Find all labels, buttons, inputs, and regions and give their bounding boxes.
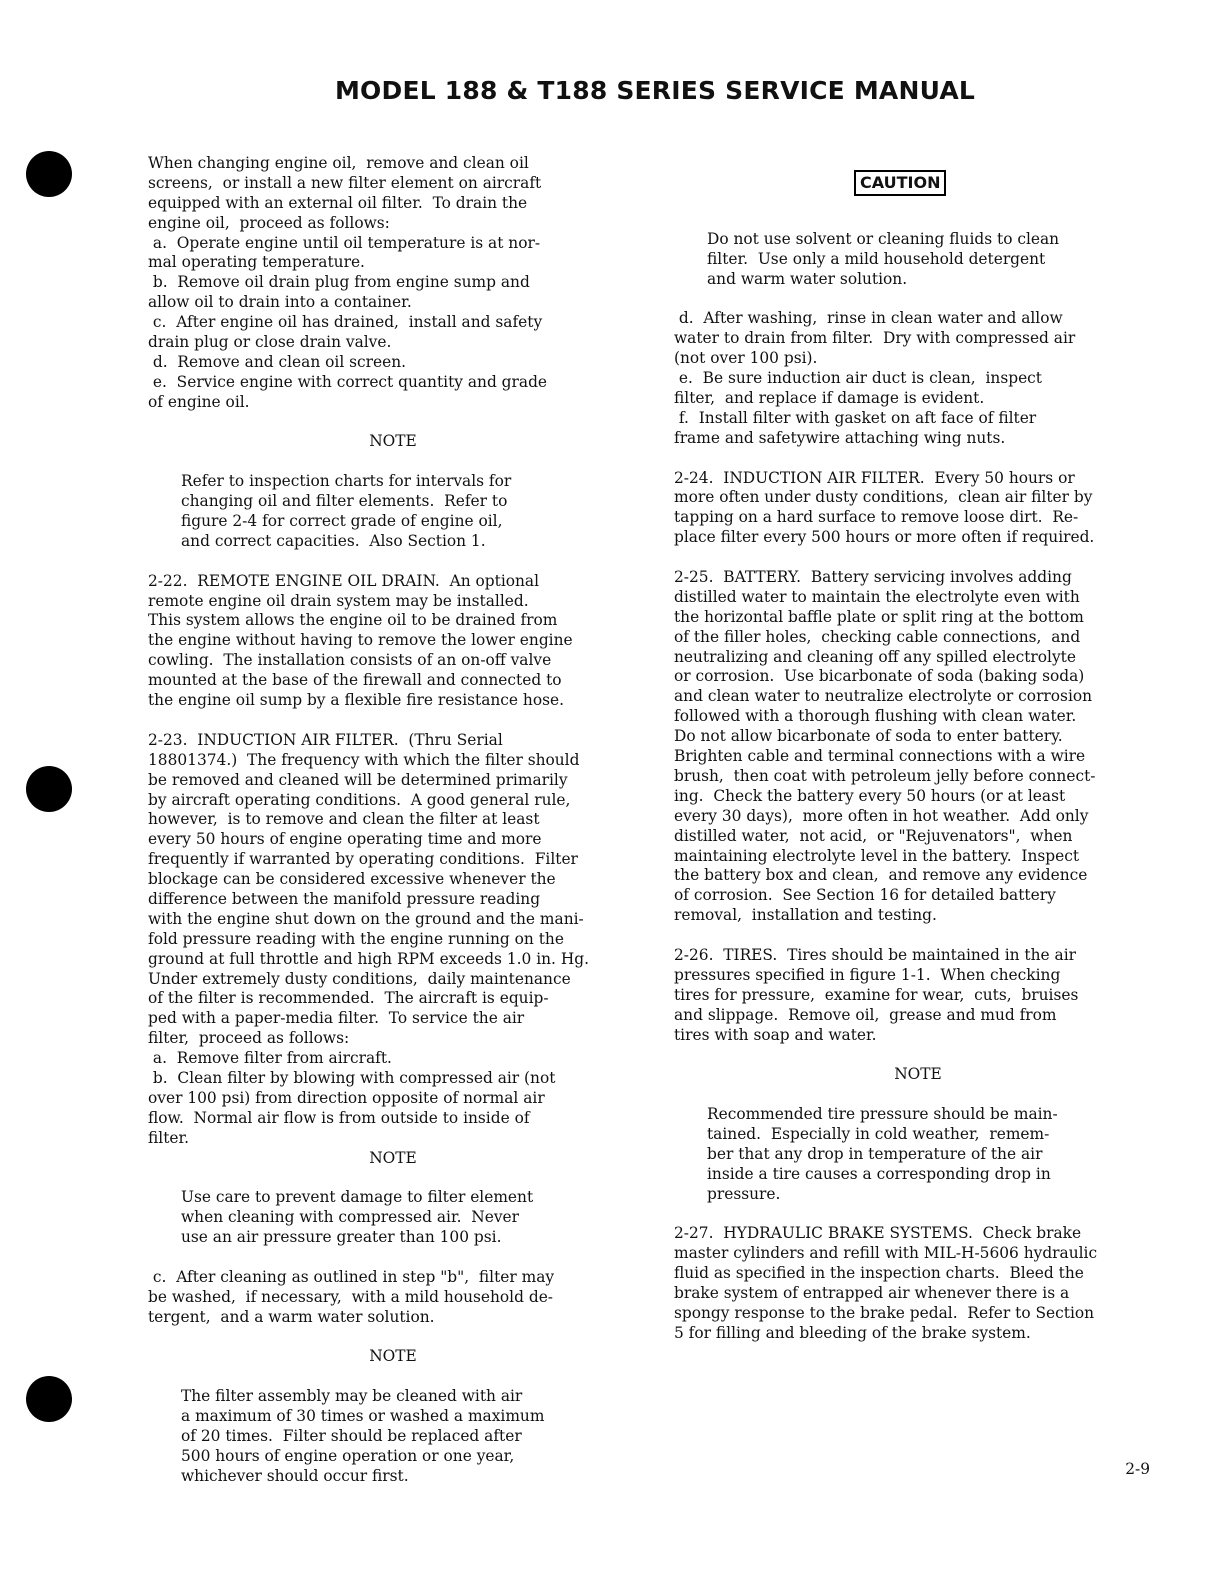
text-line: d. Remove and clean oil screen. xyxy=(148,352,407,371)
text-line: pressure. xyxy=(707,1184,781,1203)
section-2-27-hydraulic-brakes xyxy=(674,1224,1162,1343)
text-line: of 20 times. Filter should be replaced after xyxy=(181,1427,522,1445)
text-line: every 30 days), more often in hot weather. Add only xyxy=(674,806,1089,825)
text-line: fold pressure reading with the engine running on the xyxy=(148,929,564,948)
binder-hole-top xyxy=(26,151,72,197)
note-tire-pressure xyxy=(674,1105,1162,1204)
text-line: pressures specified in figure 1-1. When checking xyxy=(674,965,1061,984)
note-compressed-air xyxy=(148,1188,638,1248)
page-title: MODEL 188 & T188 SERIES SERVICE MANUAL xyxy=(334,76,976,105)
text-line: be removed and cleaned will be determined primarily xyxy=(148,770,568,789)
text-line: 2-25. BATTERY. Battery servicing involves adding xyxy=(674,568,1072,587)
binder-hole-bottom xyxy=(26,1376,72,1422)
text-line: flow. Normal air flow is from outside to inside of xyxy=(148,1108,530,1127)
text-line: c. After engine oil has drained, install and safety xyxy=(148,313,543,332)
section-2-22-remote-oil-drain xyxy=(148,572,638,711)
text-line: Refer to inspection charts for intervals for xyxy=(181,472,512,491)
text-line: brush, then coat with petroleum jelly before connect- xyxy=(674,766,1096,785)
text-line: however, is to remove and clean the filter at least xyxy=(148,810,540,829)
text-line: frequently if warranted by operating conditions. Filter xyxy=(148,850,578,869)
text-line: tapping on a hard surface to remove loose dirt. Re- xyxy=(674,508,1079,527)
text-line: Do not use solvent or cleaning fluids to clean xyxy=(707,229,1060,248)
text-line: f. Install filter with gasket on aft face of filter xyxy=(674,408,1037,427)
text-line: the engine oil sump by a flexible fire resistance hose. xyxy=(148,691,564,710)
text-line: filter, and replace if damage is evident. xyxy=(674,389,985,408)
text-line: and correct capacities. Also Section 1. xyxy=(181,531,486,550)
note-heading: NOTE xyxy=(369,432,417,451)
text-line: inside a tire causes a corresponding drop in xyxy=(707,1164,1051,1183)
text-line: when cleaning with compressed air. Never xyxy=(181,1208,520,1227)
text-line: of engine oil. xyxy=(148,392,250,411)
text-line: use an air pressure greater than 100 psi. xyxy=(181,1228,502,1247)
text-line: cowling. The installation consists of an on-off valve xyxy=(148,651,552,670)
text-line: difference between the manifold pressure reading xyxy=(148,889,541,908)
text-line: screens, or install a new filter element on aircraft xyxy=(148,173,542,192)
text-line: distilled water to maintain the electrolyte even with xyxy=(674,587,1080,606)
filter-steps-d-f xyxy=(674,309,1162,448)
text-line: changing oil and filter elements. Refer to xyxy=(181,492,508,511)
section-2-25-battery xyxy=(674,568,1162,926)
binder-hole-middle xyxy=(26,766,72,812)
text-line: over 100 psi) from direction opposite of normal air xyxy=(148,1088,545,1107)
text-line: tained. Especially in cold weather, remem- xyxy=(707,1124,1050,1143)
note-heading: NOTE xyxy=(369,1347,417,1366)
text-line: 2-27. HYDRAULIC BRAKE SYSTEMS. Check brake xyxy=(674,1224,1082,1243)
text-line: ber that any drop in temperature of the air xyxy=(707,1144,1043,1163)
text-line: Recommended tire pressure should be main- xyxy=(707,1105,1058,1124)
text-line: drain plug or close drain valve. xyxy=(148,333,392,352)
text-line: 2-22. REMOTE ENGINE OIL DRAIN. An optional xyxy=(148,571,540,590)
text-line: mal operating temperature. xyxy=(148,253,365,272)
text-line: and warm water solution. xyxy=(707,269,908,288)
text-line: 2-24. INDUCTION AIR FILTER. Every 50 hours or xyxy=(674,468,1075,487)
text-line: filter. xyxy=(148,1128,190,1147)
text-line: d. After washing, rinse in clean water and allow xyxy=(674,309,1063,328)
text-line: a. Remove filter from aircraft. xyxy=(148,1049,392,1068)
text-line: by aircraft operating conditions. A good general rule, xyxy=(148,790,571,809)
section-2-23-induction-air-filter xyxy=(148,731,638,1149)
left-column xyxy=(148,154,638,1487)
text-line: filter. Use only a mild household detergent xyxy=(707,249,1046,268)
note-oil-intervals xyxy=(148,472,638,552)
section-2-24-induction-air-filter xyxy=(674,469,1162,549)
text-line: the engine without having to remove the lower engine xyxy=(148,631,573,650)
text-line: blockage can be considered excessive whenever the xyxy=(148,870,556,889)
text-line: removal, installation and testing. xyxy=(674,906,937,925)
text-line: allow oil to drain into a container. xyxy=(148,293,412,312)
text-line: (not over 100 psi). xyxy=(674,349,818,368)
text-line: place filter every 500 hours or more often if required. xyxy=(674,528,1095,547)
text-line: the horizontal baffle plate or split ring at the bottom xyxy=(674,607,1084,626)
text-line: of the filler holes, checking cable connections, and xyxy=(674,627,1081,646)
caution-label: CAUTION xyxy=(854,170,946,196)
text-line: frame and safetywire attaching wing nuts. xyxy=(674,428,1006,447)
text-line: whichever should occur first. xyxy=(181,1466,409,1485)
text-line: every 50 hours of engine operating time and more xyxy=(148,830,542,849)
right-column xyxy=(674,170,1162,1344)
text-line: The filter assembly may be cleaned with air xyxy=(181,1387,523,1406)
text-line: tires for pressure, examine for wear, cuts, bruises xyxy=(674,985,1079,1004)
text-line: brake system of entrapped air whenever there is a xyxy=(674,1284,1070,1303)
text-line: more often under dusty conditions, clean air filter by xyxy=(674,488,1093,507)
text-line: a maximum of 30 times or washed a maximum xyxy=(181,1407,545,1426)
text-line: with the engine shut down on the ground and the mani- xyxy=(148,909,584,928)
section-2-26-tires xyxy=(674,946,1162,1045)
caution-text xyxy=(674,230,1162,290)
step-c-washing xyxy=(148,1268,638,1328)
text-line: spongy response to the brake pedal. Refer to Section xyxy=(674,1303,1095,1322)
text-line: be washed, if necessary, with a mild household de- xyxy=(148,1287,554,1306)
text-line: the battery box and clean, and remove any evidence xyxy=(674,866,1088,885)
text-line: fluid as specified in the inspection charts. Bleed the xyxy=(674,1264,1084,1283)
text-line: and clean water to neutralize electrolyte or corrosion xyxy=(674,687,1093,706)
text-line: water to drain from filter. Dry with compressed air xyxy=(674,329,1076,348)
text-line: remote engine oil drain system may be installed. xyxy=(148,591,529,610)
text-line: ped with a paper-media filter. To service the air xyxy=(148,1009,525,1028)
text-line: ground at full throttle and high RPM exceeds 1.0 in. Hg. xyxy=(148,949,589,968)
text-line: engine oil, proceed as follows: xyxy=(148,213,390,232)
oil-change-procedure xyxy=(148,154,638,413)
text-line: 5 for filling and bleeding of the brake system. xyxy=(674,1323,1031,1342)
text-line: maintaining electrolyte level in the battery. Inspect xyxy=(674,846,1080,865)
text-line: When changing engine oil, remove and clean oil xyxy=(148,154,529,172)
text-line: neutralizing and cleaning off any spilled electrolyte xyxy=(674,647,1076,666)
page-number: 2-9 xyxy=(1125,1460,1150,1478)
text-line: Under extremely dusty conditions, daily maintenance xyxy=(148,969,571,988)
text-line: and slippage. Remove oil, grease and mud from xyxy=(674,1005,1057,1024)
text-line: Brighten cable and terminal connections with a wire xyxy=(674,747,1086,766)
text-line: Use care to prevent damage to filter element xyxy=(181,1188,534,1207)
text-line: distilled water, not acid, or "Rejuvenators", when xyxy=(674,826,1073,845)
text-line: or corrosion. Use bicarbonate of soda (baking soda) xyxy=(674,667,1085,686)
text-line: 18801374.) The frequency with which the filter should xyxy=(148,750,580,769)
text-line: 2-23. INDUCTION AIR FILTER. (Thru Serial xyxy=(148,730,503,749)
text-line: e. Be sure induction air duct is clean, inspect xyxy=(674,369,1042,388)
text-line: a. Operate engine until oil temperature is at nor- xyxy=(148,233,541,252)
text-line: figure 2-4 for correct grade of engine oil, xyxy=(181,512,503,531)
note-heading: NOTE xyxy=(369,1148,417,1167)
text-line: filter, proceed as follows: xyxy=(148,1029,350,1048)
text-line: tergent, and a warm water solution. xyxy=(148,1307,435,1326)
text-line: This system allows the engine oil to be drained from xyxy=(148,611,558,630)
text-line: mounted at the base of the firewall and connected to xyxy=(148,671,562,690)
text-line: c. After cleaning as outlined in step "b", filter may xyxy=(148,1267,555,1286)
text-line: master cylinders and refill with MIL-H-5606 hydraulic xyxy=(674,1244,1098,1263)
text-line: of corrosion. See Section 16 for detailed battery xyxy=(674,886,1056,905)
text-line: 2-26. TIRES. Tires should be maintained in the air xyxy=(674,945,1076,964)
note-heading: NOTE xyxy=(894,1065,942,1084)
text-line: tires with soap and water. xyxy=(674,1025,877,1044)
text-line: b. Remove oil drain plug from engine sump and xyxy=(148,273,530,292)
text-line: of the filter is recommended. The aircraft is equip- xyxy=(148,989,549,1008)
text-line: ing. Check the battery every 50 hours (or at least xyxy=(674,786,1066,805)
text-line: Do not allow bicarbonate of soda to enter battery. xyxy=(674,727,1063,746)
text-line: e. Service engine with correct quantity and grade xyxy=(148,372,548,391)
text-line: followed with a thorough flushing with clean water. xyxy=(674,707,1077,726)
text-line: b. Clean filter by blowing with compressed air (not xyxy=(148,1068,556,1087)
text-line: equipped with an external oil filter. To drain the xyxy=(148,193,528,212)
note-filter-cleaning-limits xyxy=(148,1387,638,1486)
text-line: 500 hours of engine operation or one year, xyxy=(181,1446,515,1465)
